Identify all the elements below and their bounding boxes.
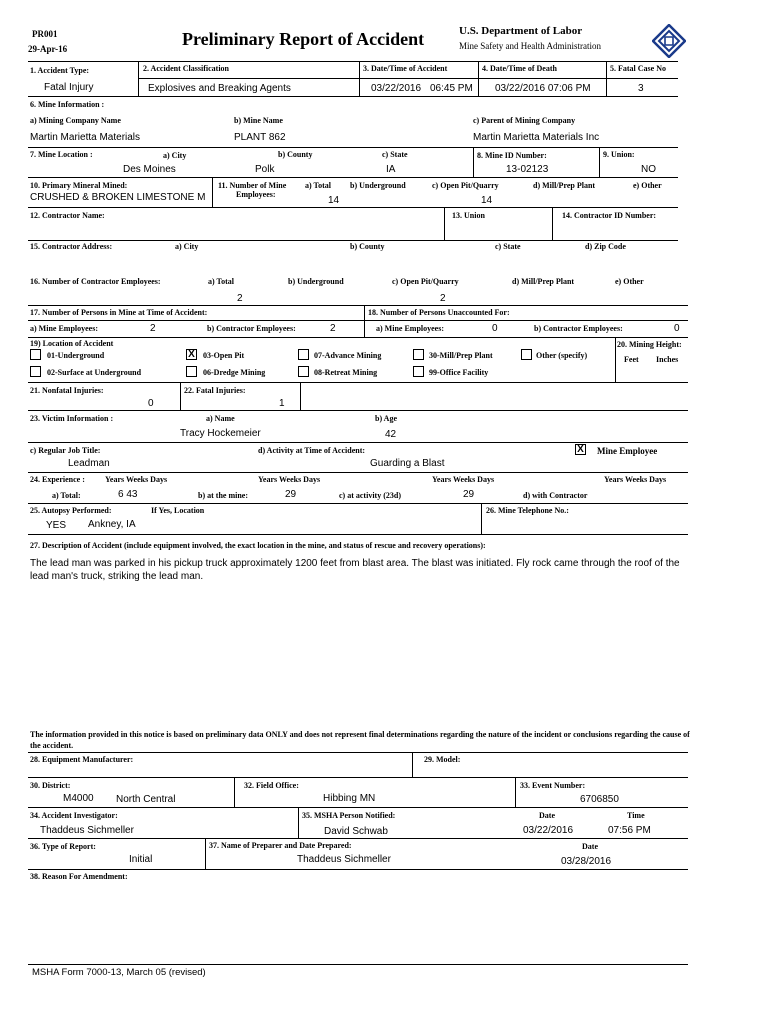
location-advance-mining-label: 07-Advance Mining: [314, 351, 382, 360]
victim-age-label: b) Age: [375, 414, 397, 423]
accident-classification-value: Explosives and Breaking Agents: [148, 83, 291, 94]
accident-type-value: Fatal Injury: [44, 82, 94, 93]
persons-mine-employees-value: 2: [150, 323, 156, 334]
msha-person-notified-label: 35. MSHA Person Notified:: [302, 811, 396, 820]
experience-label: 24. Experience :: [30, 475, 85, 484]
equipment-model-label: 29. Model:: [424, 755, 461, 764]
contractor-total-value: 2: [237, 293, 243, 304]
form-footer: MSHA Form 7000-13, March 05 (revised): [32, 967, 206, 978]
mine-county-value: Polk: [255, 164, 275, 175]
mine-id-label: 8. Mine ID Number:: [477, 151, 547, 160]
mine-state-label: c) State: [382, 150, 408, 159]
mine-name-label: b) Mine Name: [234, 116, 283, 125]
unaccounted-contractor-label: b) Contractor Employees:: [534, 324, 623, 333]
district-name-value: North Central: [116, 794, 176, 805]
unaccounted-mine-label: a) Mine Employees:: [376, 324, 444, 333]
field-office-value: Hibbing MN: [323, 793, 376, 804]
mine-employee-label: Mine Employee: [597, 446, 658, 456]
death-datetime-label: 4. Date/Time of Death: [482, 64, 557, 73]
location-other-checkbox[interactable]: [521, 349, 532, 360]
parent-company-label: c) Parent of Mining Company: [473, 116, 576, 125]
location-office-facility-checkbox[interactable]: [413, 366, 424, 377]
experience-mine-value: 29: [285, 489, 297, 500]
description-label: 27. Description of Accident (include equipment involved, the exact location in the mine, and status of rescue and recovery operations):: [30, 541, 486, 550]
department-name: U.S. Department of Labor: [459, 25, 583, 37]
mining-height-feet-label: Feet: [624, 355, 639, 364]
experience-activity-label: c) at activity (23d): [339, 491, 401, 500]
union-label: 9. Union:: [603, 150, 635, 159]
employees-mill-label: d) Mill/Prep Plant: [533, 181, 596, 190]
experience-ywd-header-4: Years Weeks Days: [604, 475, 667, 484]
notified-date-label: Date: [539, 811, 555, 820]
persons-in-mine-label: 17. Number of Persons in Mine at Time of Accident:: [30, 308, 208, 317]
field-office-label: 32. Field Office:: [244, 781, 299, 790]
unaccounted-label: 18. Number of Persons Unaccounted For:: [368, 308, 510, 317]
experience-total-value: 6 43: [118, 489, 138, 500]
fatal-injuries-value: 1: [279, 398, 285, 409]
autopsy-location-label: If Yes, Location: [151, 506, 205, 515]
location-underground-checkbox[interactable]: [30, 349, 41, 360]
experience-activity-value: 29: [463, 489, 475, 500]
num-mine-employees-label-2: Employees:: [236, 190, 276, 199]
contractor-total-label: a) Total: [208, 277, 235, 286]
mine-county-label: b) County: [278, 150, 313, 159]
employees-pit-value: 14: [481, 195, 493, 206]
description-text: The lead man was parked in his pickup truck approximately 1200 feet from blast area. The blast was initiated. Fly rock came through the roof of the lead man's truck, striking the lead man.: [30, 558, 680, 582]
location-other-label: Other (specify): [536, 351, 588, 360]
accident-investigator-label: 34. Accident Investigator:: [30, 811, 118, 820]
employees-pit-label: c) Open Pit/Quarry: [432, 181, 499, 190]
persons-mine-employees-label: a) Mine Employees:: [30, 324, 98, 333]
notified-time-value: 07:56 PM: [608, 825, 651, 836]
location-dredge-mining-checkbox[interactable]: [186, 366, 197, 377]
mining-height-inches-label: Inches: [656, 355, 679, 364]
location-open-pit-checkbox[interactable]: X: [186, 349, 197, 360]
contractor-id-label: 14. Contractor ID Number:: [562, 211, 657, 220]
district-label: 30. District:: [30, 781, 71, 790]
accident-datetime-label: 3. Date/Time of Accident: [363, 64, 448, 73]
contractor-city-label: a) City: [175, 242, 199, 251]
accident-date-value: 03/22/2016: [371, 83, 422, 94]
location-surface-underground-checkbox[interactable]: [30, 366, 41, 377]
location-surface-underground-label: 02-Surface at Underground: [47, 368, 142, 377]
location-office-facility-label: 99-Office Facility: [429, 368, 489, 377]
event-number-value: 6706850: [580, 794, 619, 805]
location-retreat-mining-label: 08-Retreat Mining: [314, 368, 378, 377]
mine-info-label: 6. Mine Information :: [30, 100, 105, 109]
persons-contractor-label: b) Contractor Employees:: [207, 324, 296, 333]
activity-value: Guarding a Blast: [370, 458, 445, 469]
contractor-county-label: b) County: [350, 242, 385, 251]
contractor-underground-label: b) Underground: [288, 277, 344, 286]
page-title: Preliminary Report of Accident: [182, 29, 425, 49]
experience-ywd-header-1: Years Weeks Days: [105, 475, 168, 484]
union-value: NO: [641, 164, 656, 175]
location-mill-prep-checkbox[interactable]: [413, 349, 424, 360]
mine-city-label: a) City: [163, 151, 187, 160]
victim-age-value: 42: [385, 429, 397, 440]
primary-mineral-label: 10. Primary Mineral Mined:: [30, 181, 128, 190]
location-dredge-mining-label: 06-Dredge Mining: [203, 368, 266, 377]
autopsy-location-value: Ankney, IA: [88, 519, 136, 530]
primary-mineral-value: CRUSHED & BROKEN LIMESTONE M: [30, 192, 206, 203]
mine-id-value: 13-02123: [506, 164, 549, 175]
location-advance-mining-checkbox[interactable]: [298, 349, 309, 360]
location-underground-label: 01-Underground: [47, 351, 105, 360]
job-title-value: Leadman: [68, 458, 110, 469]
nonfatal-injuries-value: 0: [148, 398, 154, 409]
employees-other-label: e) Other: [633, 181, 662, 190]
victim-name-value: Tracy Hockemeier: [180, 428, 261, 439]
report-type-label: 36. Type of Report:: [30, 842, 96, 851]
mining-company-label: a) Mining Company Name: [30, 116, 121, 125]
employees-total-label: a) Total: [305, 181, 332, 190]
mining-company-value: Martin Marietta Materials: [30, 132, 141, 143]
unaccounted-contractor-value: 0: [674, 323, 680, 334]
experience-ywd-header-2: Years Weeks Days: [258, 475, 321, 484]
amendment-reason-label: 38. Reason For Amendment:: [30, 872, 128, 881]
contractor-employees-label: 16. Number of Contractor Employees:: [30, 277, 161, 286]
accident-time-value: 06:45 PM: [430, 83, 473, 94]
mine-employee-checkbox[interactable]: X: [575, 444, 586, 455]
contractor-state-label: c) State: [495, 242, 521, 251]
employees-total-value: 14: [328, 195, 340, 206]
preliminary-disclaimer: The information provided in this notice is based on preliminary data ONLY and does not represent final determinations regarding the nature of the incident or conclusions regarding the cause of the accident.: [30, 730, 690, 750]
district-code-value: M4000: [63, 793, 94, 804]
num-mine-employees-label: 11. Number of Mine: [218, 181, 287, 190]
equipment-manufacturer-label: 28. Equipment Manufacturer:: [30, 755, 134, 764]
experience-contractor-label: d) with Contractor: [523, 491, 588, 500]
mining-height-label: 20. Mining Height:: [617, 340, 682, 349]
mine-location-label: 7. Mine Location :: [30, 150, 93, 159]
mine-telephone-label: 26. Mine Telephone No.:: [486, 506, 569, 515]
msha-logo-icon: [652, 24, 686, 58]
preparer-value: Thaddeus Sichmeller: [297, 854, 391, 865]
report-date: 29-Apr-16: [28, 44, 68, 54]
prepared-date-value: 03/28/2016: [561, 856, 612, 867]
accident-investigator-value: Thaddeus Sichmeller: [40, 825, 134, 836]
location-of-accident-label: 19) Location of Accident: [30, 339, 114, 348]
death-datetime-value: 03/22/2016 07:06 PM: [495, 83, 591, 94]
employees-underground-label: b) Underground: [350, 181, 406, 190]
autopsy-label: 25. Autopsy Performed:: [30, 506, 112, 515]
persons-contractor-value: 2: [330, 323, 336, 334]
experience-mine-label: b) at the mine:: [198, 491, 248, 500]
nonfatal-injuries-label: 21. Nonfatal Injuries:: [30, 386, 104, 395]
location-retreat-mining-checkbox[interactable]: [298, 366, 309, 377]
form-code: PR001: [32, 29, 58, 39]
agency-name: Mine Safety and Health Administration: [459, 41, 601, 51]
contractor-other-label: e) Other: [615, 277, 644, 286]
mine-city-value: Des Moines: [123, 164, 176, 175]
location-mill-prep-label: 30-Mill/Prep Plant: [429, 351, 493, 360]
accident-classification-label: 2. Accident Classification: [143, 64, 229, 73]
accident-type-label: 1. Accident Type:: [30, 66, 90, 75]
mine-name-value: PLANT 862: [234, 132, 286, 143]
report-type-value: Initial: [129, 854, 153, 865]
contractor-pit-value: 2: [440, 293, 446, 304]
notified-date-value: 03/22/2016: [523, 825, 574, 836]
mine-state-value: IA: [386, 164, 396, 175]
msha-person-notified-value: David Schwab: [324, 826, 388, 837]
contractor-name-label: 12. Contractor Name:: [30, 211, 105, 220]
job-title-label: c) Regular Job Title:: [30, 446, 101, 455]
fatal-case-value: 3: [638, 83, 644, 94]
event-number-label: 33. Event Number:: [520, 781, 586, 790]
contractor-pit-label: c) Open Pit/Quarry: [392, 277, 459, 286]
unaccounted-mine-value: 0: [492, 323, 498, 334]
contractor-union-label: 13. Union: [452, 211, 485, 220]
prepared-date-label: Date: [582, 842, 598, 851]
parent-company-value: Martin Marietta Materials Inc: [473, 132, 600, 143]
notified-time-label: Time: [627, 811, 645, 820]
contractor-mill-label: d) Mill/Prep Plant: [512, 277, 575, 286]
victim-name-label: a) Name: [206, 414, 235, 423]
autopsy-value: YES: [46, 520, 67, 531]
contractor-address-label: 15. Contractor Address:: [30, 242, 113, 251]
victim-info-label: 23. Victim Information :: [30, 414, 114, 423]
fatal-injuries-label: 22. Fatal Injuries:: [184, 386, 246, 395]
fatal-case-label: 5. Fatal Case No: [610, 64, 666, 73]
contractor-zip-label: d) Zip Code: [585, 242, 626, 251]
location-open-pit-label: 03-Open Pit: [203, 351, 245, 360]
experience-ywd-header-3: Years Weeks Days: [432, 475, 495, 484]
preparer-label: 37. Name of Preparer and Date Prepared:: [209, 841, 352, 850]
activity-label: d) Activity at Time of Accident:: [258, 446, 366, 455]
experience-total-label: a) Total:: [52, 491, 81, 500]
